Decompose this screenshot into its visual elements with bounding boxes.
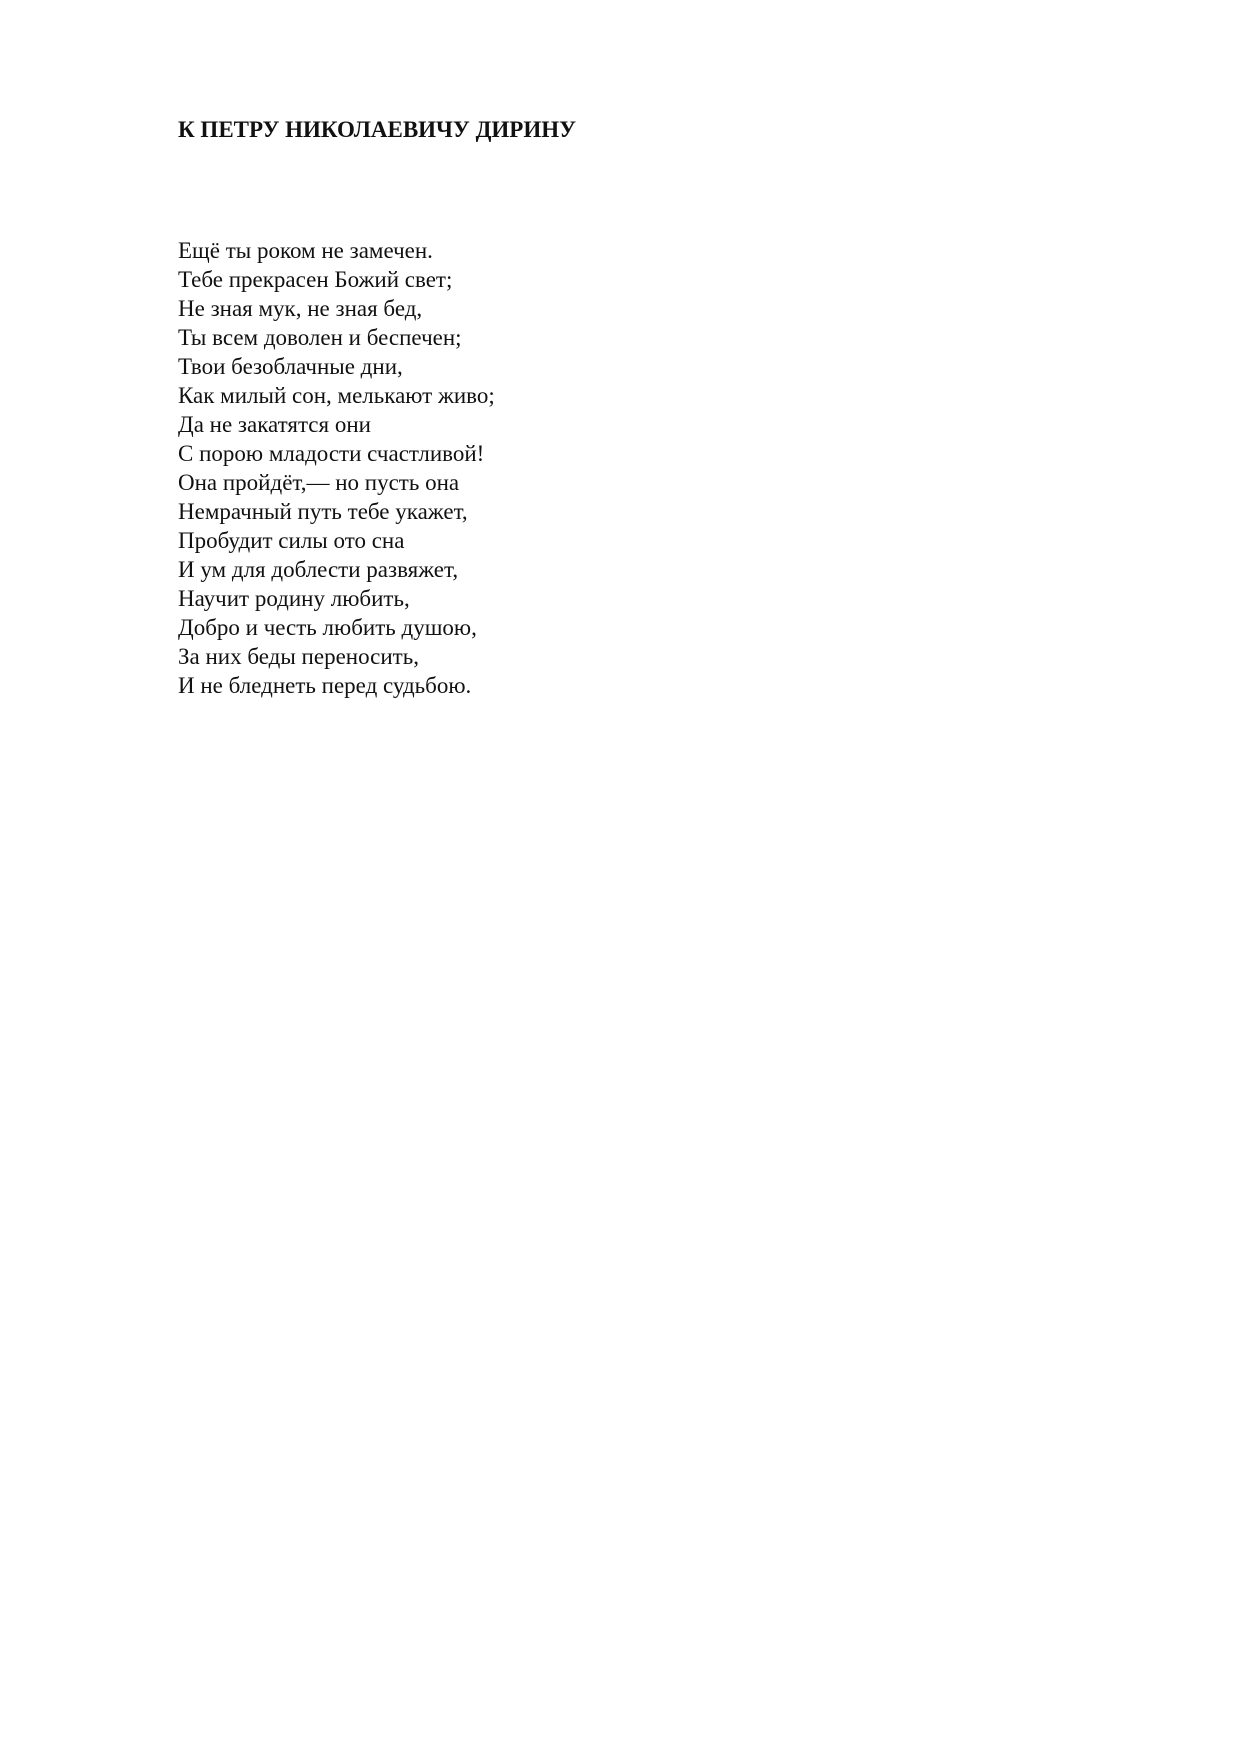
- poem-line: Ещё ты роком не замечен.: [178, 238, 433, 263]
- poem-line: Тебе прекрасен Божий свет;: [178, 267, 453, 292]
- poem-line: Добро и честь любить душою,: [178, 615, 477, 640]
- poem-line: И не бледнеть перед судьбою.: [178, 673, 472, 698]
- poem-line: Ты всем доволен и беспечен;: [178, 325, 462, 350]
- poem-line: Она пройдёт,— но пусть она: [178, 470, 460, 495]
- poem-body: [178, 236, 495, 700]
- poem-line: Не зная мук, не зная бед,: [178, 296, 423, 321]
- poem-line: Твои безоблачные дни,: [178, 354, 403, 379]
- poem-line: Пробудит силы ото сна: [178, 528, 405, 553]
- poem-title: К ПЕТРУ НИКОЛАЕВИЧУ ДИРИНУ: [178, 117, 576, 142]
- poem-line: И ум для доблести развяжет,: [178, 557, 459, 582]
- poem-line: Как милый сон, мелькают живо;: [178, 383, 495, 408]
- poem-line: За них беды переносить,: [178, 644, 419, 669]
- poem-line: Научит родину любить,: [178, 586, 410, 611]
- poem-line: Да не закатятся они: [178, 412, 371, 437]
- poem-line: Немрачный путь тебе укажет,: [178, 499, 468, 524]
- poem-line: С порою младости счастливой!: [178, 441, 485, 466]
